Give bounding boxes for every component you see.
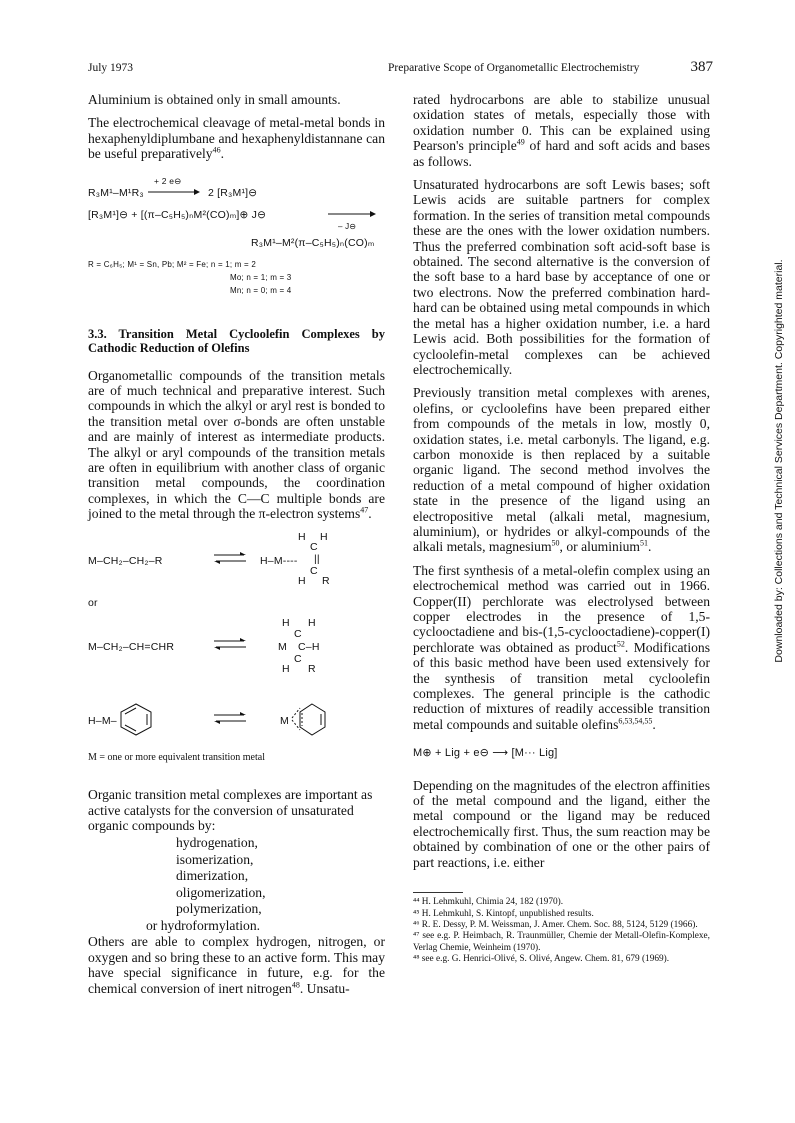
right-column [413,92,710,966]
reaction-1: R₃M¹–M¹R₃ + 2 e⊖ 2 [R₃M¹]⊖ [88,175,258,199]
conditions: R = C₆H₅; M¹ = Sn, Pb; M² = Fe; n = 1; m = 2 Mo; n = 1; m = 3 Mn; n = 0; m = 4 [88,259,292,295]
equilibrium-icon [214,638,246,650]
paragraph: Organometallic compounds of the transition metals are of much technical and preparative interest. Such compounds in which the alkyl or aryl rest is bonded to the transition metal over σ-bonds are often unstable and are mainly of interest as intermediate products. The alkyl or aryl compounds of the transition metals are often in equilibrium with another class of organic transition metal compounds, the coordination complexes, in which the C—C multiple bonds are joined to the metal through the π-electron systems$^{47}$. [88,367,385,522]
footnote-rule [413,892,463,893]
footnote: ⁴⁷ see e.g. P. Heimbach, R. Traunmüller, Chemie der Metall-Olefin-Komplexe, Verlag Chemie, Weinheim (1970). [413,931,710,953]
arrow-icon [148,188,200,196]
paragraph: Organic transition metal complexes are important as active catalysts for the conversion of unsaturated organic compounds by: [88,787,373,833]
paragraph: The first synthesis of a metal-olefin complex using an electrochemical method was carried out in 1966. Copper(II) perchlorate was electrolysed between copper electrodes in the presence of 1,5-cyclooctadiene and bis-(1,5-cyclooctadiene)-copper(I) perchlorate was obtained as product$^{52}$. Modifications of this basic method have been used extensively for the synthesis of transition metal cycloolefin complexes. The general principle is the cathodic reduction of mixtures of readily accessible transition metal compounds and suitable olefins$^{6,53,54,55}$. [413,562,710,732]
footnotes [413,897,710,965]
equilibrium-icon [214,712,246,724]
benzene-ring-icon [118,702,154,736]
header-date: July 1973 [88,62,134,74]
footnote: ⁴⁸ see e.g. G. Henrici-Olivé, S. Olivé, Angew. Chem. 81, 679 (1969). [413,954,670,965]
paragraph: Unsaturated hydrocarbons are soft Lewis bases; soft Lewis acids are suitable partners for complex formation. In the series of transition metal compounds these are the ones with the lower oxidation numbers. Thus the preferred combination soft acid-soft base is obtained. The second alternative is the conversion of the soft base to a hard base by acceptance of one or two electrons. Now the preferred combination hard-hard can be obtained using metal compounds in which the metal has a higher oxidation number, i.e. a hard Lewis acid. Both possibilities for the formation of cycloolefin-metal complexes can be achieved electrochemically. [413,177,710,377]
legend: M = one or more equivalent transition metal [88,751,265,763]
process-list [88,835,385,934]
equilibria-scheme: M–CH₂–CH₂–R H–M---- H H C || C H R or M–CH₂–CH=CHR H H C M C–H C H R H–M– M [88,530,385,746]
list-item: hydrogenation, [176,835,258,851]
footnote: ⁴⁵ H. Lehmkuhl, S. Kintopf, unpublished results. [413,908,594,919]
list-item: or hydroformylation. [146,917,261,933]
side-note: Downloaded by: Collections and Technical Services Department. Copyrighted material. [773,259,785,663]
paragraph: Depending on the magnitudes of the electron affinities of the metal compound and the ligand, either the metal compound or the ligand may be reduced electrochemically first. Thus, the sum reaction may be obtained by combination of one or the other pairs of part reactions, i.e. either [413,777,710,870]
section-heading: 3.3. Transition Metal Cycloolefin Complexes by Cathodic Reduction of Olefins [88,326,385,356]
list-item: oligomerization, [176,884,266,900]
list-item: polymerization, [176,901,262,917]
paragraph: rated hydrocarbons are able to stabilize unusual oxidation states of metals, especially those with oxidation number 0. This can be explained using Pearson's principle$^{49}$ of hard and soft acids and bases as follows. [413,92,710,169]
arrow-icon [328,210,376,218]
general-reaction: M⊕ + Lig + e⊖ ⟶ [M··· Lig] [413,747,558,760]
list-item: dimerization, [176,868,249,884]
paragraph: Previously transition metal complexes with arenes, olefins, or cycloolefins have been prepared either from compounds of the metals in low, mostly 0, oxidation states, i.e. metal carbonyls. The ligand, e.g. carbon monoxide is then replaced by a suitable organic ligand. The second method involves the reduction of a metal compound of higher oxidation state in the presence of the ligand using an electropositive metal (alkali metal, magnesium, aluminium), or hydrides or alkyl-compounds of the alkali metals, magnesium$^{50}$, or aluminium$^{51}$. [413,385,710,555]
cyclohexadiene-complex-icon [288,702,328,736]
paragraph: Aluminium is obtained only in small amounts. [88,92,341,107]
page-number: 387 [690,59,713,75]
reaction-2: [R₃M¹]⊖ + [(π–C₅H₅)ₙM²(CO)ₘ]⊕ J⊖ – J⊖ R₃M¹–M²(π–C₅H₅)ₙ(CO)ₘ [88,208,375,249]
list-item: isomerization, [176,851,254,867]
paragraph: The electrochemical cleavage of metal-metal bonds in hexaphenyldiplumbane and hexaphenyldistannane can be useful preparatively$^{46}$. [88,115,385,162]
paragraph: Others are able to complex hydrogen, nitrogen, or oxygen and so bring these to an active form. This may have special significance in future, e.g. for the chemical conversion of inert nitrogen$^{48}$. Unsatu- [88,934,385,996]
header-title: Preparative Scope of Organometallic Electrochemistry [388,62,640,74]
footnote: ⁴⁴ H. Lehmkuhl, Chimia 24, 182 (1970). [413,897,564,908]
left-column [88,92,385,1004]
equilibrium-icon [214,552,246,564]
footnote: ⁴⁶ R. E. Dessy, P. M. Weissman, J. Amer. Chem. Soc. 88, 5124, 5129 (1966). [413,919,698,930]
